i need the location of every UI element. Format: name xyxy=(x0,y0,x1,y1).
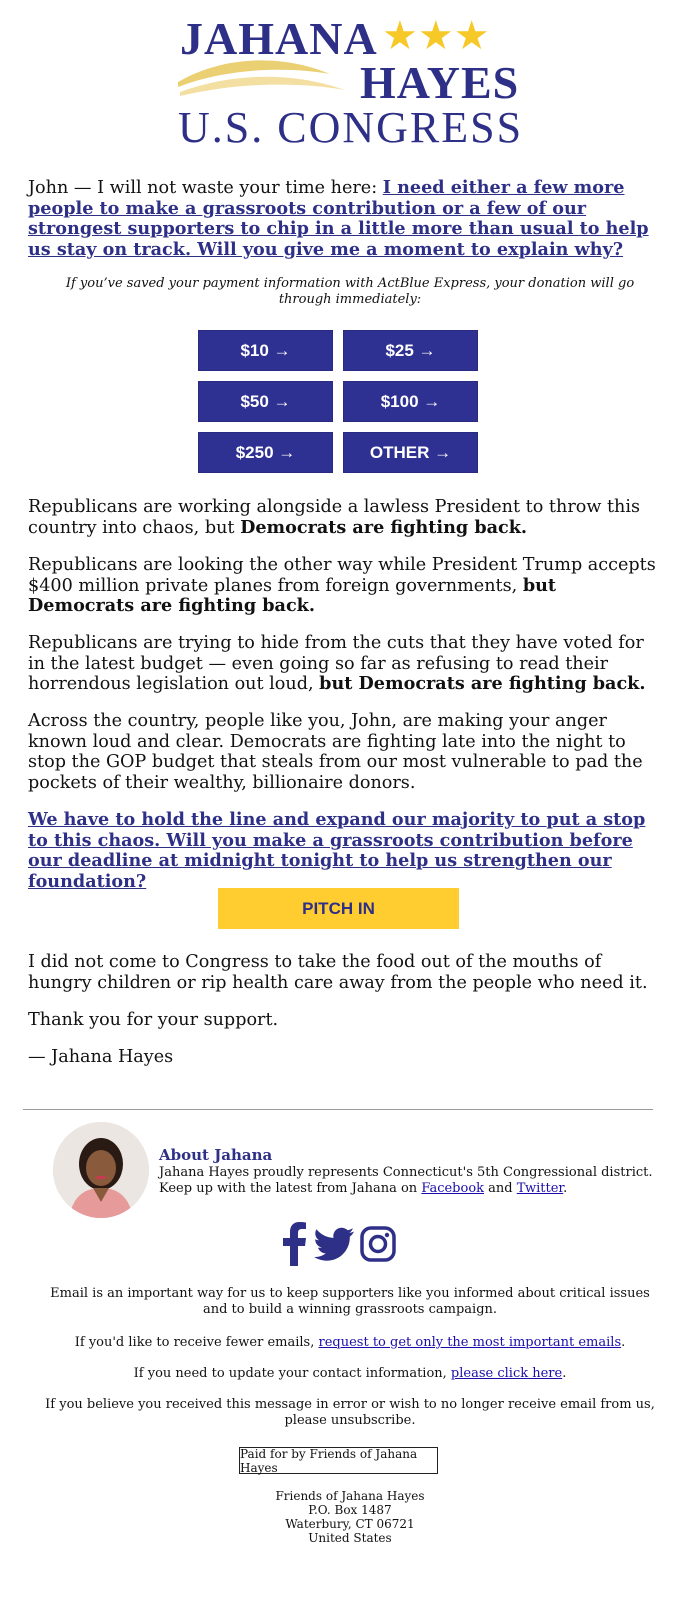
signature: — Jahana Hayes xyxy=(28,1047,174,1067)
fewer-emails-line: If you'd like to receive fewer emails, request to get only the most important emails. xyxy=(74,1335,626,1350)
update-contact-line: If you need to update your contact information, please click here. xyxy=(133,1366,567,1381)
about-title: About Jahana xyxy=(159,1146,273,1164)
about-description: Jahana Hayes proudly represents Connecticut's 5th Congressional district. xyxy=(159,1165,653,1180)
body-paragraph: Republicans are trying to hide from the cuts that they have voted for in the latest budget — even going so far as refusing to read their horrendous legislation out loud, but Democrats are fighting back. xyxy=(28,633,646,694)
portrait-photo xyxy=(53,1122,149,1218)
address-line: United States xyxy=(308,1531,392,1545)
logo-stars xyxy=(382,14,490,58)
intro-donate-link[interactable]: I need either a few more people to make a grassroots contribution or a few of our strongest supporters to chip in a little more than usual to help us stay on track. Will you give me a moment to explain why? xyxy=(28,177,649,260)
body-paragraph: Republicans are looking the other way while President Trump accepts $400 million private planes from foreign governments, but Democrats are fighting back. xyxy=(28,555,656,616)
campaign-logo xyxy=(0,0,700,160)
closing-paragraph: I did not come to Congress to take the food out of the mouths of hungry children or rip health care away from the people who need it. xyxy=(28,952,648,993)
address-line: Friends of Jahana Hayes xyxy=(275,1489,425,1503)
address-line: Waterbury, CT 06721 xyxy=(285,1517,415,1531)
intro-salutation: John — I will not waste your time here: xyxy=(28,178,383,198)
email-importance-note: Email is an important way for us to keep supporters like you informed about critical issues and to build a winning grassroots campaign. xyxy=(50,1286,650,1317)
donate-10-button[interactable]: $10 → xyxy=(198,330,333,371)
body-paragraph: Across the country, people like you, John, are making your anger known loud and clear. Democrats are fighting late into the night to stop the GOP budget that steals from our most vulnerable to pad the pockets of their wealthy, billionaire donors. xyxy=(28,711,643,793)
unsubscribe-note: If you believe you received this message in error or wish to no longer receive email from us, please unsubscribe. xyxy=(45,1397,655,1428)
star-icon: ★ xyxy=(453,13,490,59)
donate-50-button[interactable]: $50 → xyxy=(198,381,333,422)
express-note: If you’ve saved your payment information with ActBlue Express, your donation will go through immediately: xyxy=(65,276,635,307)
logo-first-name: JAHANA xyxy=(180,13,378,64)
star-icon: ★ xyxy=(417,13,454,59)
thank-you-line: Thank you for your support. xyxy=(28,1010,279,1030)
donate-25-button[interactable]: $25 → xyxy=(343,330,478,371)
logo-last-name: HAYES xyxy=(360,57,520,108)
twitter-link[interactable]: Twitter xyxy=(516,1181,564,1196)
paid-for-disclaimer: Paid for by Friends of Jahana Hayes xyxy=(239,1447,438,1474)
intro-paragraph xyxy=(28,178,658,260)
star-icon: ★ xyxy=(382,13,418,59)
facebook-link[interactable]: Facebook xyxy=(421,1181,485,1196)
fewer-emails-link[interactable]: request to get only the most important emails xyxy=(318,1335,622,1350)
donate-100-button[interactable]: $100 → xyxy=(343,381,478,422)
footer-divider xyxy=(23,1109,653,1110)
pitch-in-button[interactable]: PITCH IN xyxy=(218,888,459,929)
logo-office: U.S. CONGRESS xyxy=(178,103,524,152)
update-contact-link[interactable]: please click here xyxy=(450,1366,563,1381)
facebook-icon[interactable] xyxy=(280,1222,308,1266)
address-line: P.O. Box 1487 xyxy=(308,1503,392,1517)
body-paragraph: Republicans are working alongside a lawless President to throw this country into chaos, but Democrats are fighting back. xyxy=(28,497,641,538)
avatar xyxy=(53,1122,149,1218)
donate-other-button[interactable]: OTHER → xyxy=(343,432,478,473)
cta-donate-link[interactable]: We have to hold the line and expand our majority to put a stop to this chaos. Will you make a grassroots contribution before our deadline at midnight tonight to help us strengthen our foundation? xyxy=(28,809,646,892)
donate-250-button[interactable]: $250 → xyxy=(198,432,333,473)
about-follow-line: Keep up with the latest from Jahana on Facebook and Twitter. xyxy=(159,1181,568,1196)
twitter-icon[interactable] xyxy=(314,1222,354,1266)
instagram-icon[interactable] xyxy=(360,1222,396,1266)
